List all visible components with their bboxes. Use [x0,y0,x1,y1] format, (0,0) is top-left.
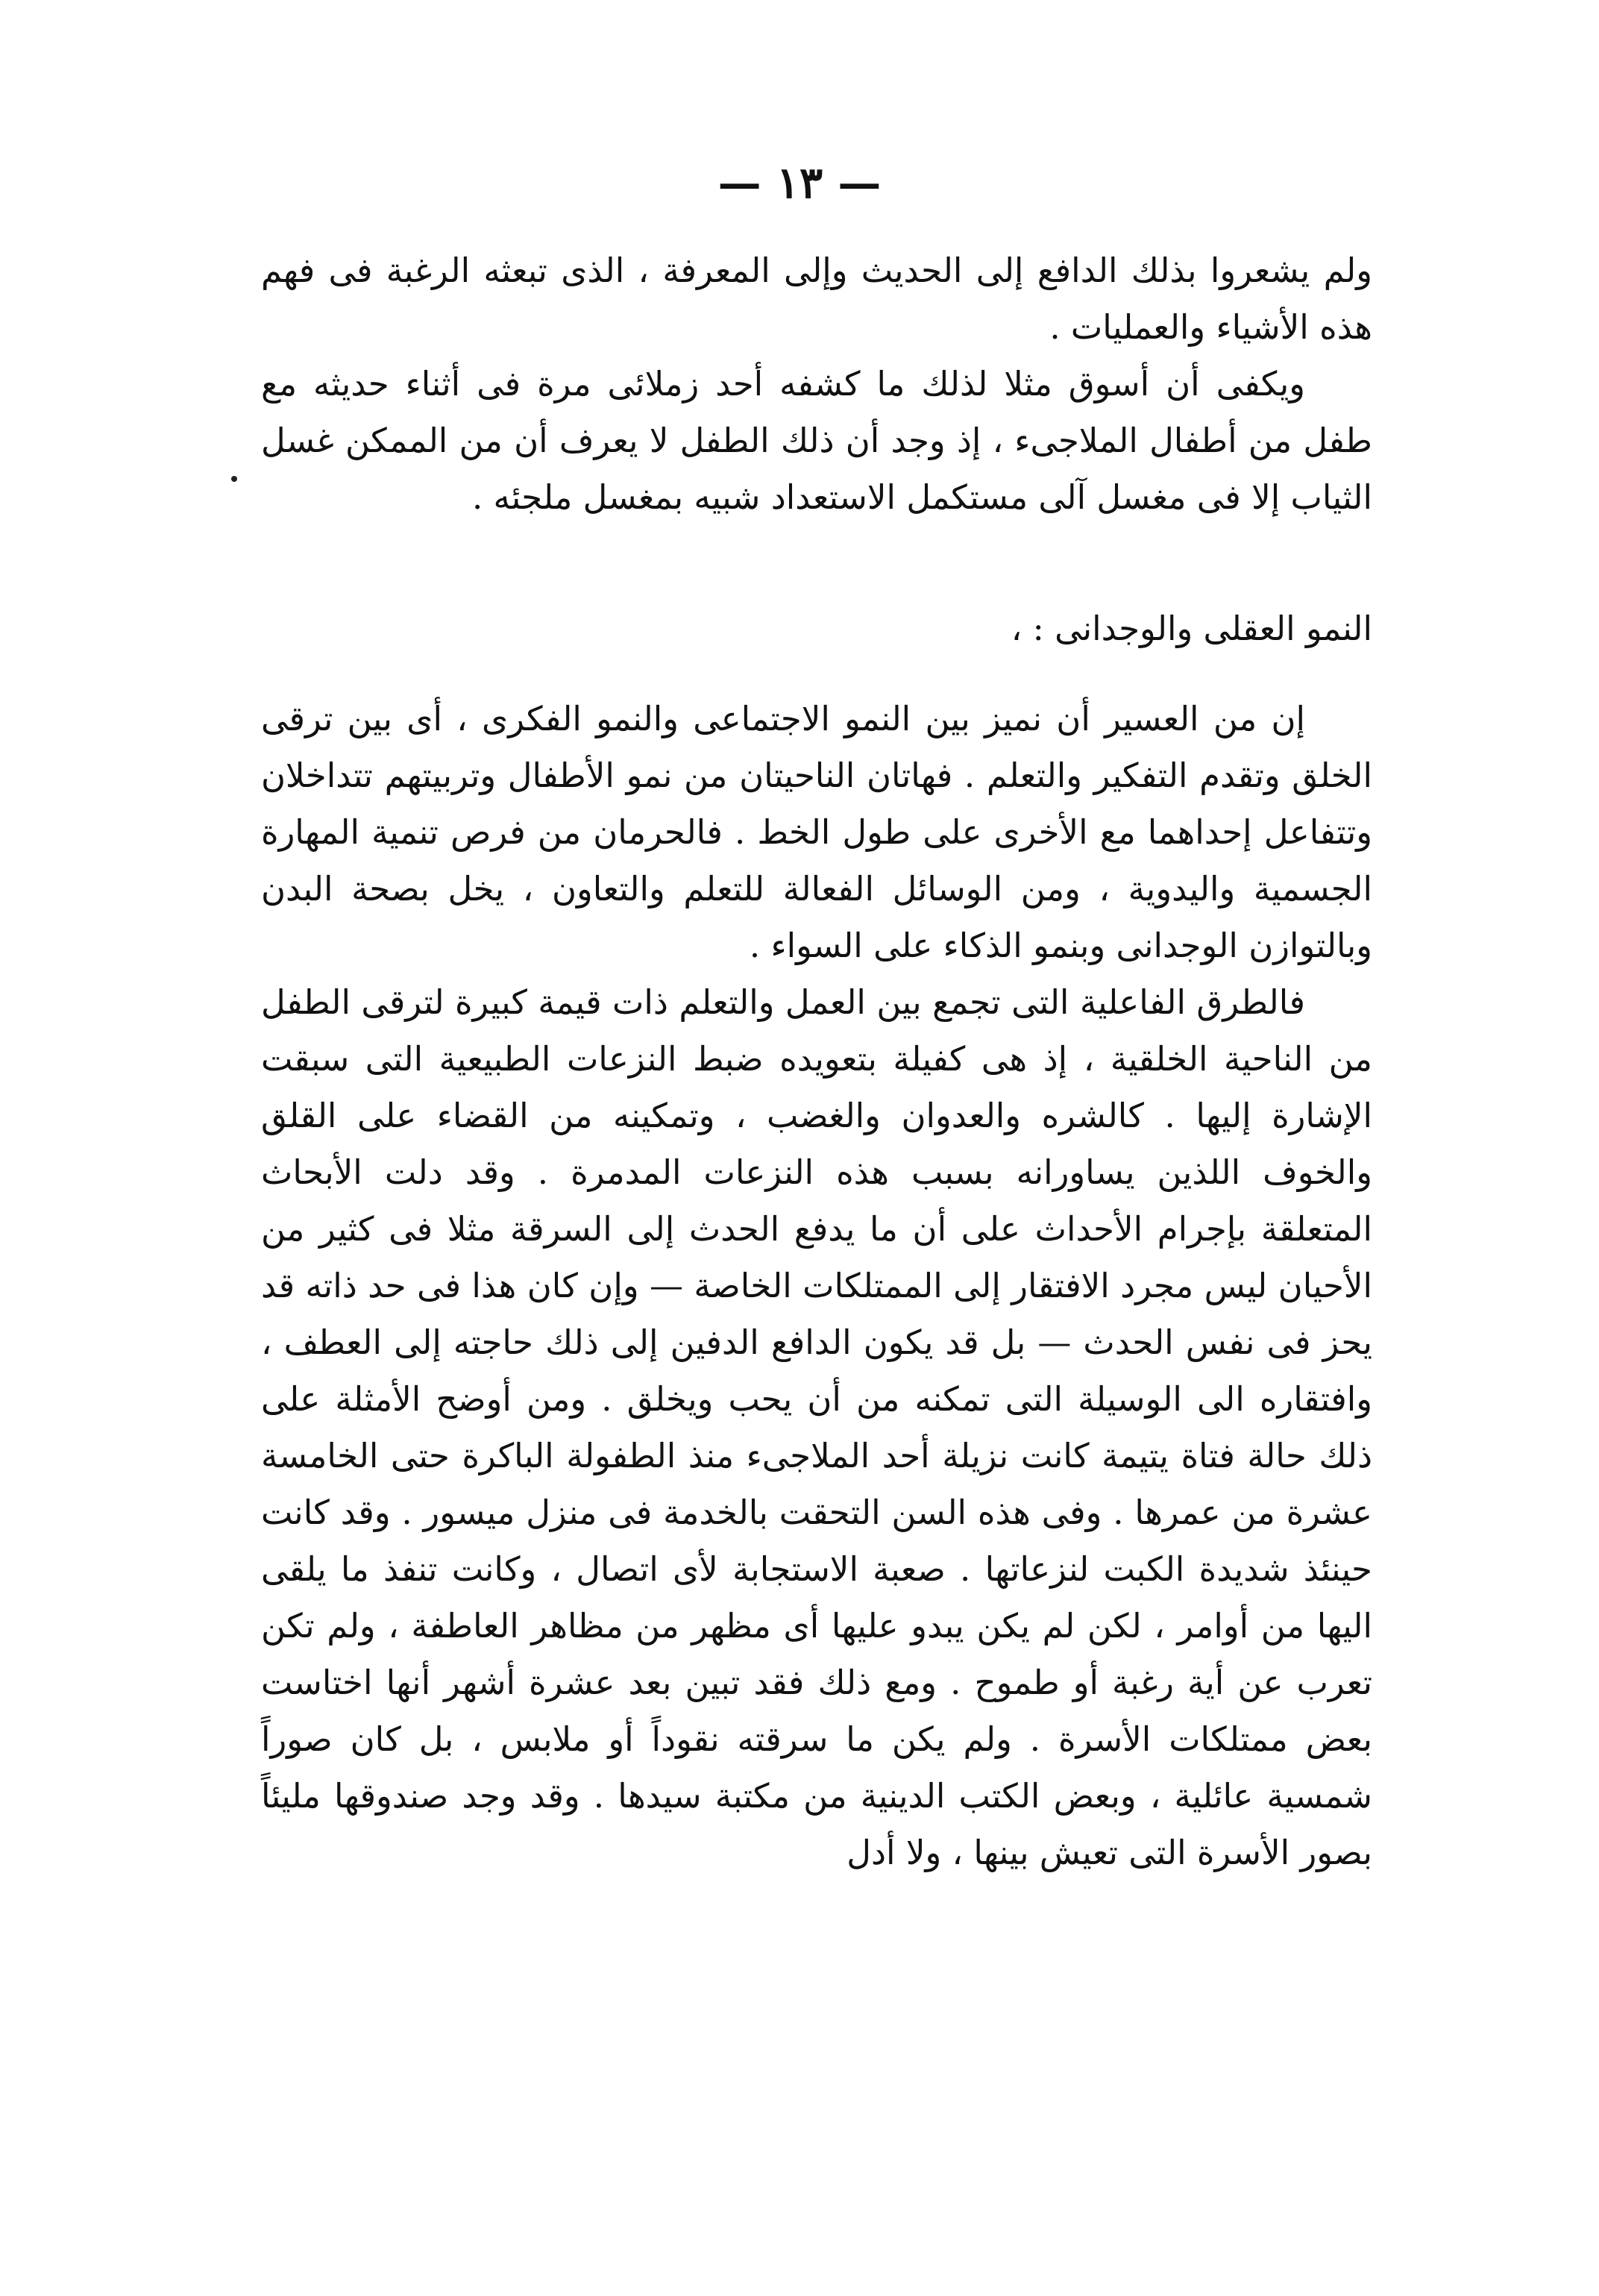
section-heading: النمو العقلى والوجدانى : ، [1011,609,1372,648]
ink-mark [231,476,237,482]
paragraph-growth: إن من العسير أن نميز بين النمو الاجتماعى والنمو الفكرى ، أى بين ترقى الخلق وتقدم التفكير والتعلم . فهاتان الناحيتان من نمو الأطفال وتربيتهم تتداخلان وتتفاعل إحداهما مع الأخرى على طول الخط . فالحرمان من فرص تنمية المهارة الجسمية واليدوية ، ومن الوسائل الفعالة للتعلم والتعاون ، يخل بصحة البدن وبالتوازن الوجدانى وبنمو الذكاء على السواء . [261,699,1372,965]
page-number: — ١٣ — [717,157,882,208]
paragraph-active-methods: فالطرق الفاعلية التى تجمع بين العمل والتعلم ذات قيمة كبيرة لترقى الطفل من الناحية الخلقية ، إذ هى كفيلة بتعويده ضبط النزعات الطبيعية التى سبقت الإشارة إليها . كالشره والعدوان والغضب ، وتمكينه من القضاء على القلق والخوف اللذين يساورانه بسبب هذه النزعات المدمرة . وقد دلت الأبحاث المتعلقة بإجرام الأحداث على أن ما يدفع الحدث إلى السرقة مثلا فى كثير من الأحيان ليس مجرد الافتقار إلى الممتلكات الخاصة — وإن كان هذا فى حد ذاته قد يحز فى نفس الحدث — بل قد يكون الدافع الدفين إلى ذلك حاجته إلى العطف ، وافتقاره الى الوسيلة التى تمكنه من أن يحب ويخلق . ومن أوضح الأمثلة على ذلك حالة فتاة يتيمة كانت نزيلة أحد الملاجىء منذ الطفولة الباكرة حتى الخامسة عشرة من عمرها . وفى هذه السن التحقت بالخدمة فى منزل ميسور . وقد كانت حينئذ شديدة الكبت لنزعاتها . صعبة الاستجابة لأى اتصال ، وكانت تنفذ ما يلقى اليها من أوامر ، لكن لم يكن يبدو عليها أى مظهر من مظاهر العاطفة ، ولم تكن تعرب عن أية رغبة أو طموح . ومع ذلك فقد تبين بعد عشرة أشهر أنها اختاست بعض ممتلكات الأسرة . ولم يكن ما سرقته نقوداً أو ملابس ، بل كان صوراً شمسية عائلية ، وبعض الكتب الدينية من مكتبة سيدها . وقد وجد صندوقها مليئاً بصور الأسرة التى تعيش بينها ، ولا أدل [261,982,1373,1872]
paragraph-continuation: ولم يشعروا بذلك الدافع إلى الحديث وإلى المعرفة ، الذى تبعثه الرغبة فى فهم هذه الأشياء والعمليات . [261,251,1372,347]
paragraph-example: ويكفى أن أسوق مثلا لذلك ما كشفه أحد زملائى مرة فى أثناء حديثه مع طفل من أطفال الملاجىء ، إذ وجد أن ذلك الطفل لا يعرف أن من الممكن غسل الثياب إلا فى مغسل آلى مستكمل الاستعداد شبيه بمغسل ملجئه . [261,364,1372,517]
page-body [261,242,1372,1881]
